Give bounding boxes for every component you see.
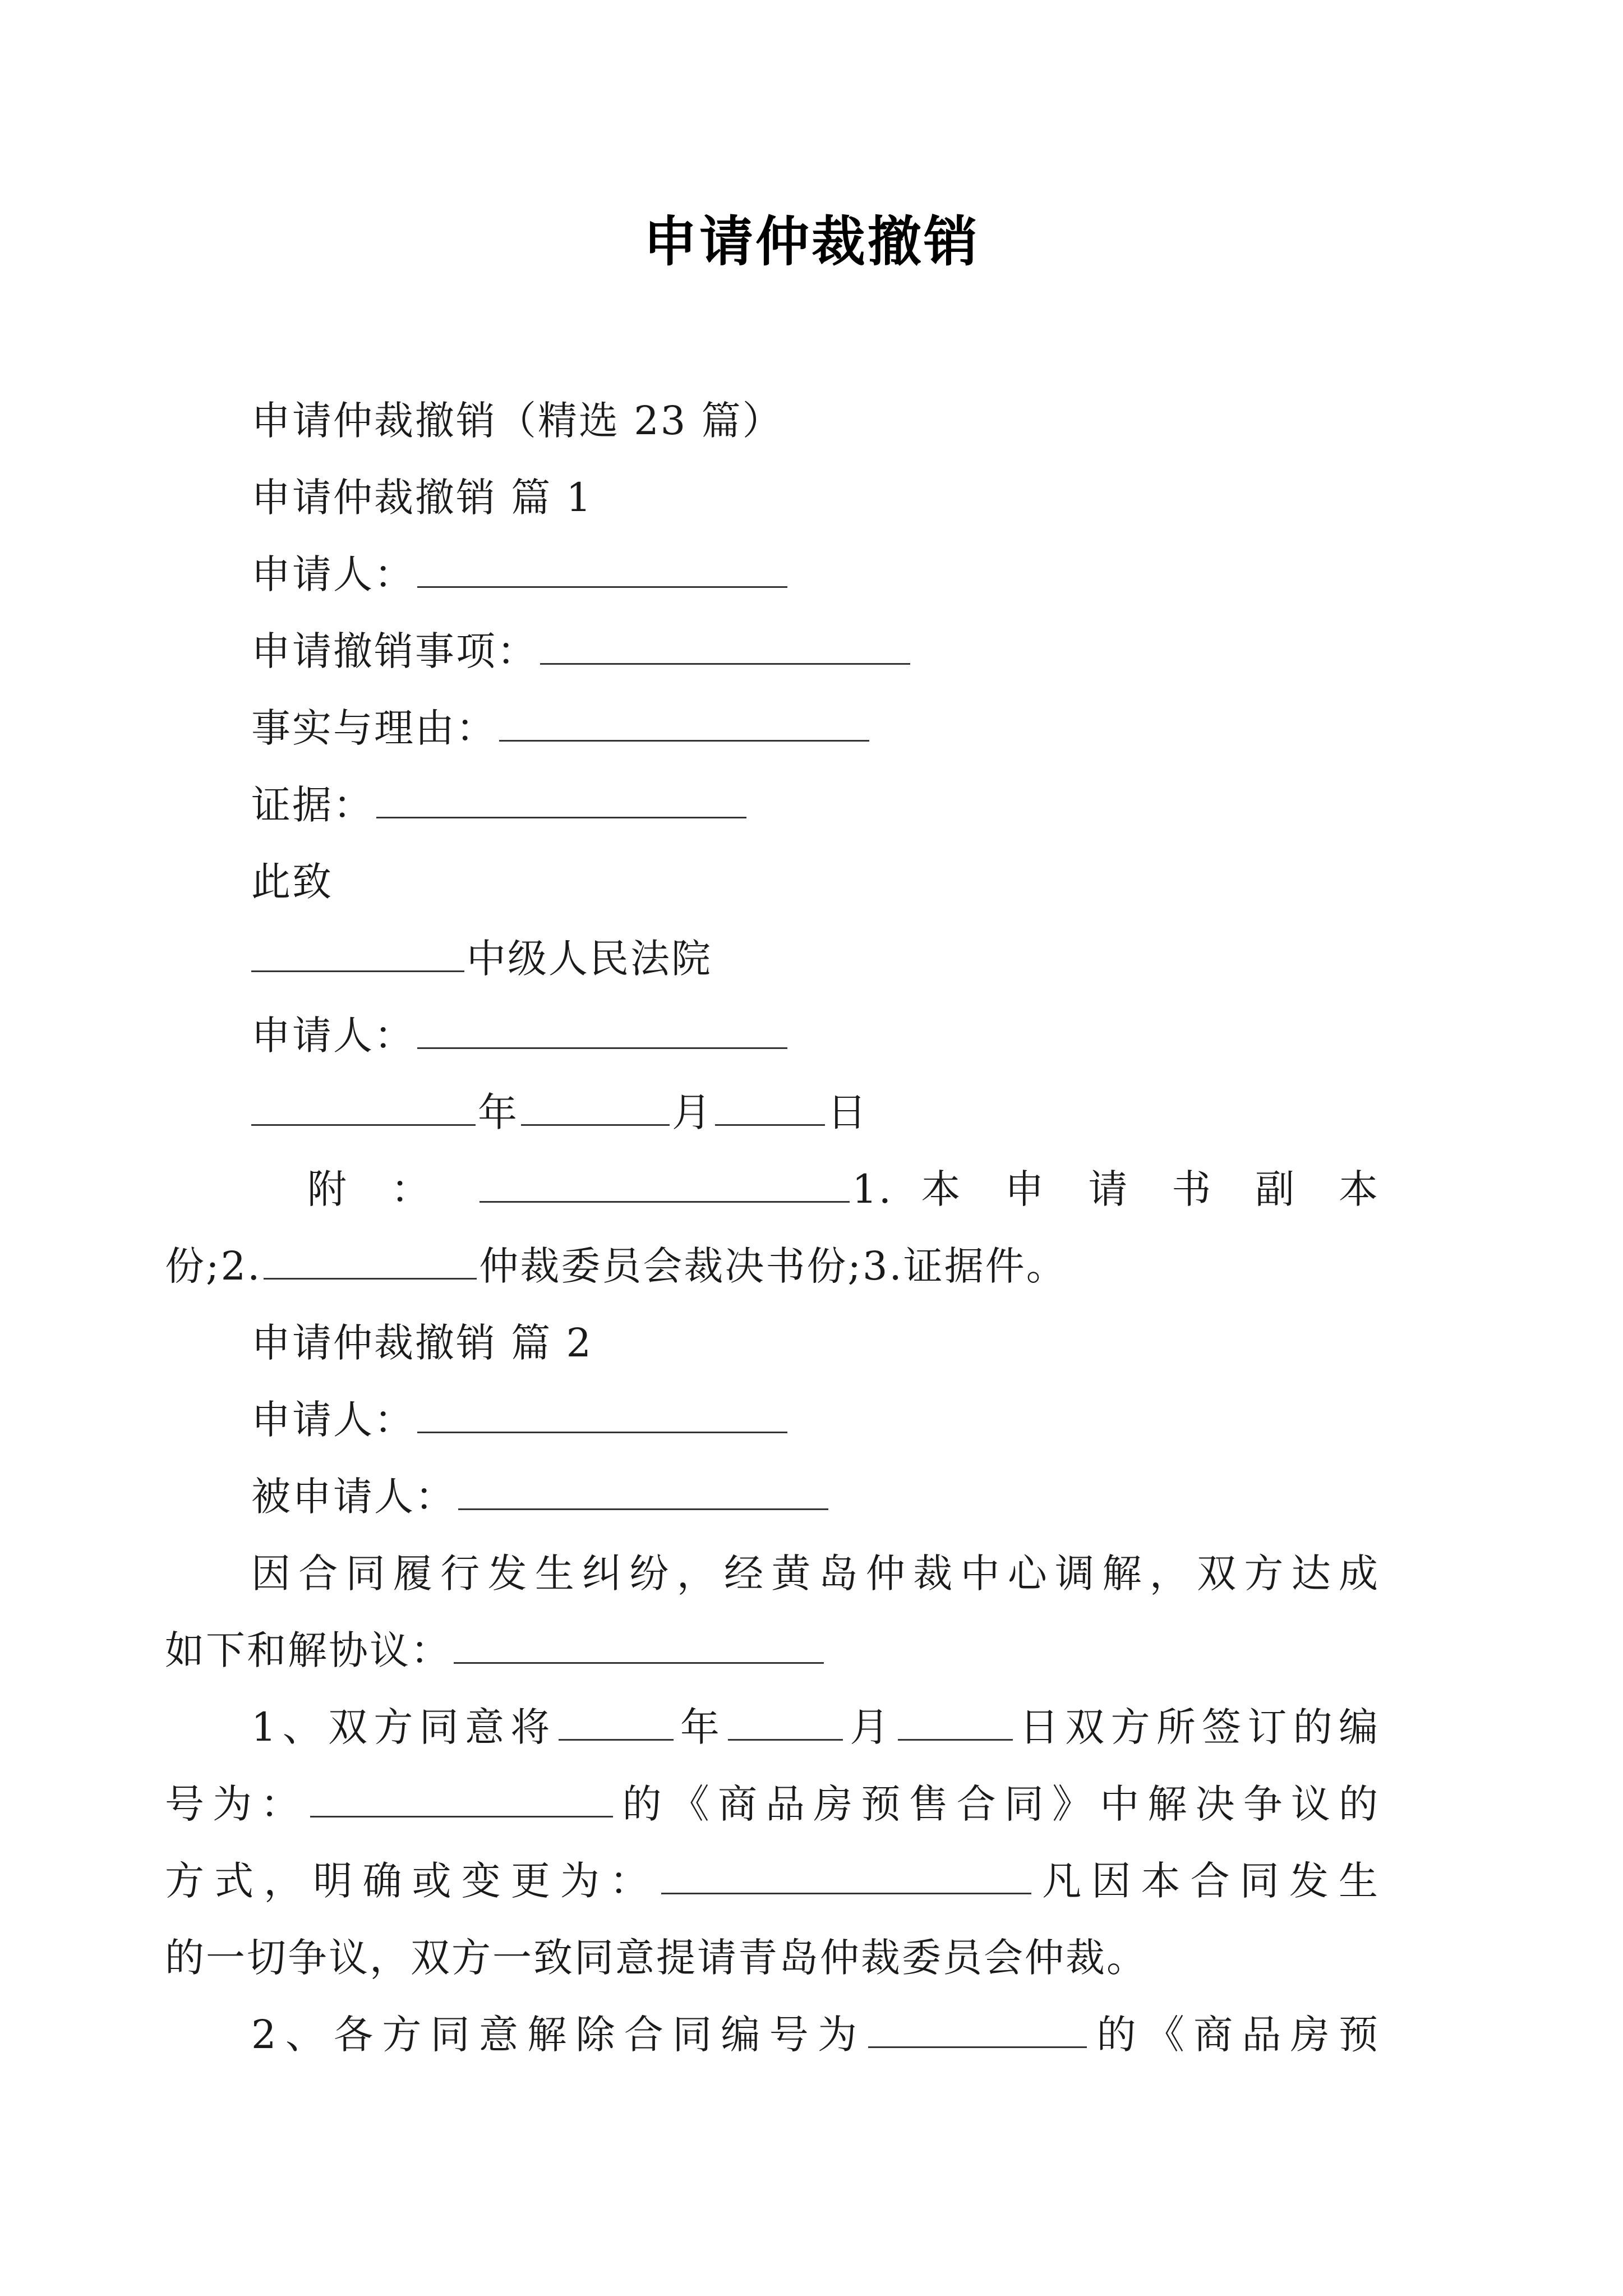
- evidence-line: [251, 767, 1380, 844]
- applicant-sign-line: [251, 997, 1380, 1074]
- fill-blank: [417, 1400, 787, 1433]
- clause-1-line-4: 的一切争议，双方一致同意提请青岛仲裁委员会仲裁。: [165, 1935, 1147, 1981]
- fill-blank: [376, 785, 746, 818]
- applicant-sign-label: 申请人：: [251, 1013, 415, 1059]
- fill-blank: [264, 1246, 477, 1280]
- fill-blank: [251, 1092, 476, 1126]
- clause-text: 的《商品房预: [1089, 2012, 1380, 2058]
- day-label: 日: [827, 1089, 868, 1135]
- applicant-line-2: [251, 1382, 1380, 1458]
- facts-label: 事实与理由：: [251, 705, 497, 751]
- collection-heading: 申请仲裁撤销（精选 23 篇）: [251, 398, 783, 444]
- fill-blank: [540, 631, 910, 665]
- clause-text: 2、各方同意解除合同编号为: [251, 2012, 866, 2058]
- attachment-line-2: [165, 1228, 1380, 1305]
- fill-blank: [251, 938, 464, 972]
- clause-text: 1、双方同意将: [251, 1704, 556, 1750]
- paragraph-line: [165, 1612, 1380, 1689]
- attachment-items-2-3: 仲裁委员会裁决书份;3.证据件。: [479, 1243, 1067, 1289]
- applicant-label: 申请人：: [251, 551, 415, 597]
- clause-1-line-2: [165, 1766, 1380, 1843]
- clause-1-line-1: [251, 1689, 1380, 1766]
- fill-blank: [417, 554, 787, 588]
- clause-text: 凡因本合同发生: [1034, 1858, 1380, 1904]
- fill-blank: [454, 1630, 824, 1664]
- revoke-item-label: 申请撤销事项：: [251, 628, 538, 674]
- clause-text: 日双方所签订的编: [1015, 1704, 1380, 1750]
- paragraph-line: 因合同履行发生纠纷，经黄岛仲裁中心调解，双方达成: [251, 1550, 1380, 1596]
- clause-text: 月: [845, 1704, 896, 1750]
- respondent-label: 被申请人：: [251, 1474, 456, 1520]
- fill-blank: [728, 1707, 843, 1741]
- fill-blank: [521, 1092, 670, 1126]
- fill-blank: [868, 2014, 1087, 2048]
- clause-1-line-3: [165, 1843, 1380, 1920]
- fill-blank: [559, 1707, 674, 1741]
- section-heading-2: 申请仲裁撤销 篇 2: [251, 1320, 593, 1366]
- applicant-line: [251, 536, 1380, 613]
- agreement-label: 如下和解协议：: [165, 1627, 451, 1673]
- fill-blank: [499, 708, 869, 742]
- fill-blank: [310, 1784, 613, 1818]
- attachment-item-1: 1. 本 申 请 书 副 本: [852, 1166, 1380, 1212]
- year-label: 年: [478, 1089, 519, 1135]
- clause-text: 号为：: [165, 1781, 308, 1827]
- fill-blank: [458, 1476, 828, 1510]
- fill-blank: [661, 1861, 1031, 1894]
- fill-blank: [479, 1169, 850, 1203]
- court-line: [251, 921, 1380, 997]
- fill-blank: [417, 1015, 787, 1049]
- salutation: 此致: [251, 859, 333, 905]
- clause-text: 方式，明确或变更为：: [165, 1858, 660, 1904]
- evidence-label: 证据：: [251, 782, 374, 828]
- document-title: 申请仲裁撤销: [643, 210, 980, 273]
- clause-text: 的《商品房预售合同》中解决争议的: [615, 1781, 1380, 1827]
- facts-line: [251, 690, 1380, 767]
- clause-2-line-1: [251, 1996, 1380, 2073]
- attachment-line-1: [165, 1151, 1380, 1228]
- fill-blank: [898, 1707, 1013, 1741]
- section-heading-1: 申请仲裁撤销 篇 1: [251, 475, 593, 521]
- revoke-item-line: [251, 613, 1380, 690]
- month-label: 月: [672, 1089, 713, 1135]
- respondent-line: [251, 1458, 1380, 1535]
- date-line: [251, 1074, 1380, 1151]
- attachment-label: 附 ：: [307, 1166, 446, 1212]
- applicant-label-2: 申请人：: [251, 1397, 415, 1443]
- attachment-copies: 份;2.: [165, 1243, 262, 1289]
- document-body: [165, 383, 1380, 2073]
- clause-text: 年: [675, 1704, 726, 1750]
- fill-blank: [715, 1092, 825, 1126]
- court-label: 中级人民法院: [467, 936, 712, 982]
